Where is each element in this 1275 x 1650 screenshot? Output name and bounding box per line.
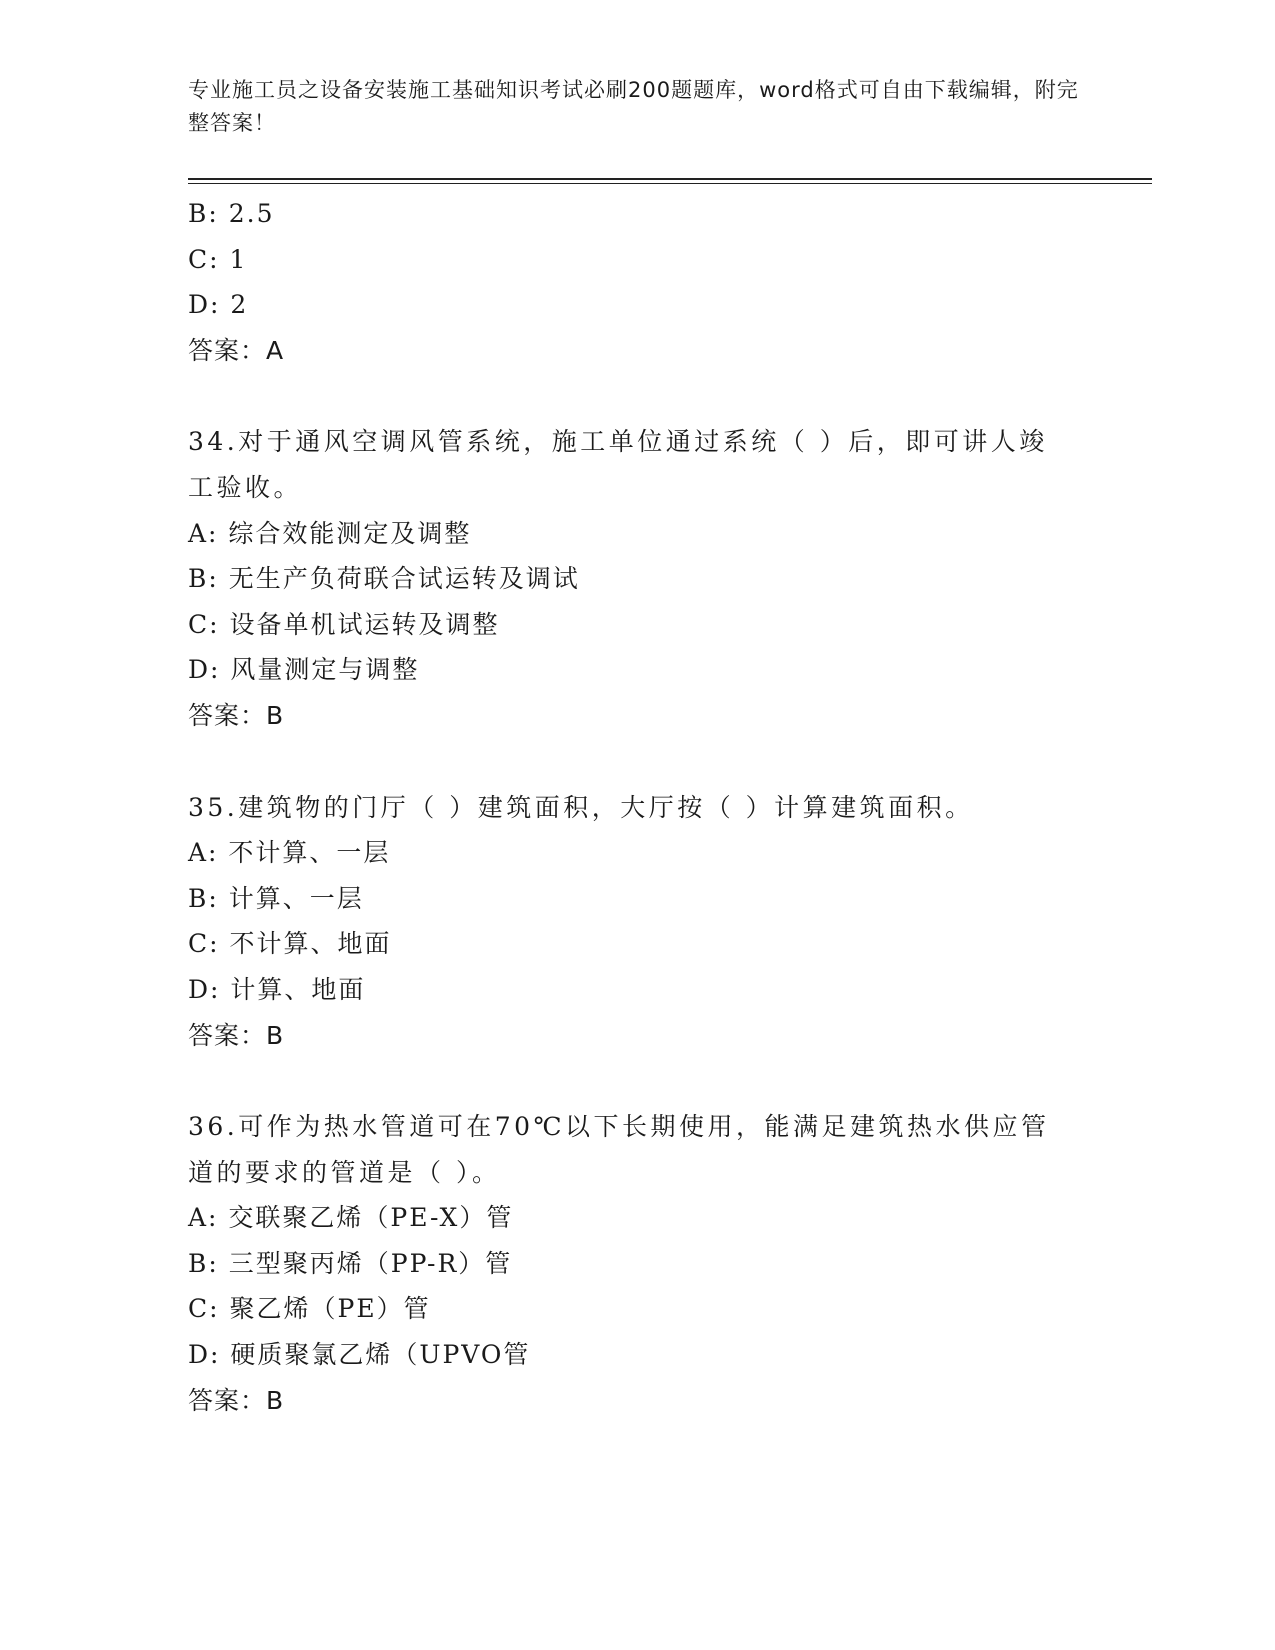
question-stem: 34.对于通风空调风管系统，施工单位通过系统（ ）后，即可讲人竣工验收。	[188, 427, 1048, 502]
option-d: D: 风量测定与调整	[188, 655, 420, 685]
option-b: B: 计算、一层	[188, 883, 364, 913]
question-35	[188, 785, 1088, 1059]
header-divider-thick	[188, 178, 1152, 180]
option-b: B: 无生产负荷联合试运转及调试	[188, 564, 580, 594]
question-list	[188, 191, 1088, 1423]
answer-line: 答案：B	[188, 1385, 285, 1415]
option-d: D: 计算、地面	[188, 974, 366, 1004]
option-c: C: 设备单机试运转及调整	[188, 609, 500, 639]
option-c: C: 1	[188, 244, 248, 274]
answer-line: 答案：A	[188, 335, 285, 365]
option-b: B: 三型聚丙烯（PP-R）管	[188, 1248, 513, 1278]
answer-line: 答案：B	[188, 1020, 285, 1050]
option-c: C: 不计算、地面	[188, 929, 392, 959]
option-d: D: 硬质聚氯乙烯（UPVO管	[188, 1340, 531, 1370]
question-34	[188, 419, 1088, 738]
question-33-continuation	[188, 191, 1088, 373]
option-a: A: 交联聚乙烯（PE-X）管	[188, 1203, 514, 1233]
option-a: A: 不计算、一层	[188, 838, 391, 868]
question-36	[188, 1104, 1088, 1423]
option-d: D: 2	[188, 290, 249, 320]
question-stem: 36.可作为热水管道可在70℃以下长期使用，能满足建筑热水供应管道的要求的管道是（ ）。	[188, 1112, 1050, 1187]
option-c: C: 聚乙烯（PE）管	[188, 1294, 431, 1324]
option-a: A: 综合效能测定及调整	[188, 518, 472, 548]
answer-line: 答案：B	[188, 700, 285, 730]
question-stem: 35.建筑物的门厅（ ）建筑面积，大厅按（ ）计算建筑面积。	[188, 792, 974, 822]
document-title: 专业施工员之设备安装施工基础知识考试必刷200题题库，word格式可自由下载编辑，附完整答案！	[188, 78, 1079, 135]
header-divider-thin	[188, 183, 1152, 184]
document-header	[188, 74, 1088, 140]
option-b: B: 2.5	[188, 199, 275, 228]
